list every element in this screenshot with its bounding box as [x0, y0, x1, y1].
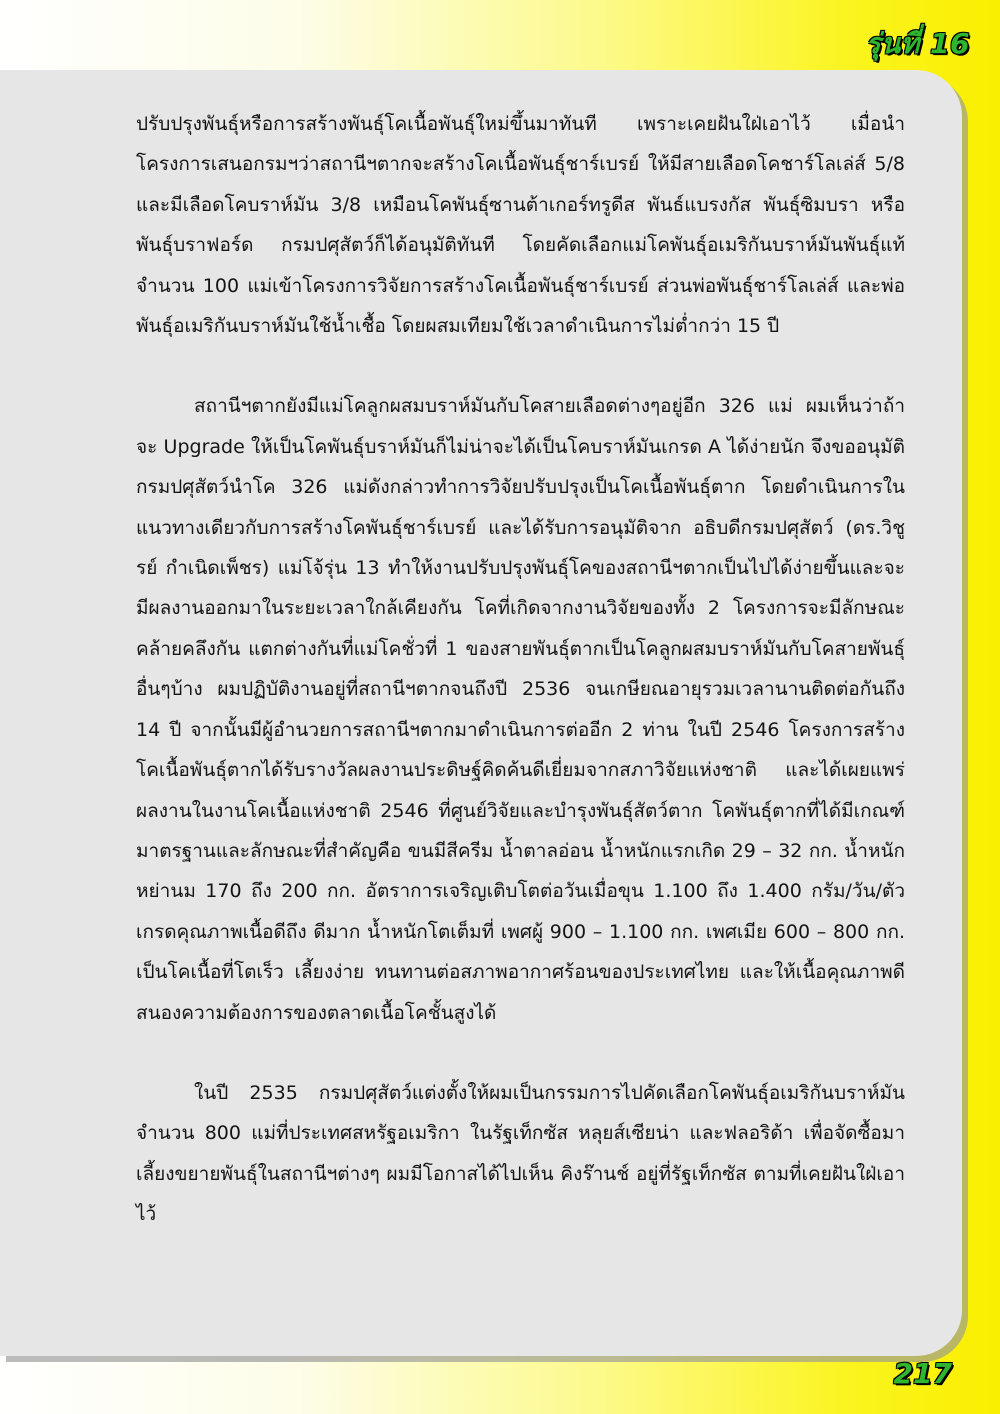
edition-badge: รุ่นที่ 16: [865, 27, 970, 60]
paragraph-spacer: [136, 1033, 905, 1073]
body-text: [136, 104, 905, 1235]
page-number: 217: [893, 1357, 952, 1390]
paragraph-1: ปรับปรุงพันธุ์หรือการสร้างพันธุ์โคเนื้อพันธุ์ใหม่ขึ้นมาทันที เพราะเคยฝันใฝ่เอาไว้ เมื่อนำโครงการเสนอกรมฯว่าสถานีฯตากจะสร้างโคเนื้อพันธุ์ชาร์เบรย์ ให้มีสายเลือดโคชาร์โลเล่ส์ 5/8 และมีเลือดโคบราห์มัน 3/8 เหมือนโคพันธุ์ซานต้าเกอร์ทรูดีส พันธ์แบรงกัส พันธุ์ซิมบรา หรือพันธุ์บราฟอร์ด กรมปศุสัตว์ก็ได้อนุมัติทันที โดยคัดเลือกแม่โคพันธุ์อเมริกันบราห์มันพันธุ์แท้จำนวน 100 แม่เข้าโครงการวิจัยการสร้างโคเนื้อพันธุ์ชาร์เบรย์ ส่วนพ่อพันธุ์ชาร์โลเล่ส์ และพ่อพันธุ์อเมริกันบราห์มันใช้น้ำเชื้อ โดยผสมเทียมใช้เวลาดำเนินการไม่ต่ำกว่า 15 ปี: [136, 113, 905, 338]
paragraph-spacer: [136, 346, 905, 386]
paragraph-2: สถานีฯตากยังมีแม่โคลูกผสมบราห์มันกับโคสายเลือดต่างๆอยู่อีก 326 แม่ ผมเห็นว่าถ้าจะ Upgrade ให้เป็นโคพันธุ์บราห์มันก็ไม่น่าจะได้เป็นโคบราห์มันเกรด A ได้ง่ายนัก จึงขออนุมัติกรมปศุสัตว์นำโค 326 แม่ดังกล่าวทำการวิจัยปรับปรุงเป็นโคเนื้อพันธุ์ตาก โดยดำเนินการในแนวทางเดียวกับการสร้างโคพันธุ์ชาร์เบรย์ และได้รับการอนุมัติจาก อธิบดีกรมปศุสัตว์ (ดร.วิชูรย์ กำเนิดเพ็ชร) แม่โจ้รุ่น 13 ทำให้งานปรับปรุงพันธุ์โคของสถานีฯตากเป็นไปได้ง่ายขึ้นและจะมีผลงานออกมาในระยะเวลาใกล้เคียงกัน โคที่เกิดจากงานวิจัยของทั้ง 2 โครงการจะมีลักษณะคล้ายคลึงกัน แตกต่างกันที่แม่โคชั่วที่ 1 ของสายพันธุ์ตากเป็นโคลูกผสมบราห์มันกับโคสายพันธุ์อื่นๆบ้าง ผมปฏิบัติงานอยู่ที่สถานีฯตากจนถึงปี 2536 จนเกษียณอายุรวมเวลานานติดต่อกันถึง 14 ปี จากนั้นมีผู้อำนวยการสถานีฯตากมาดำเนินการต่ออีก 2 ท่าน ในปี 2546 โครงการสร้างโคเนื้อพันธุ์ตากได้รับรางวัลผลงานประดิษฐ์คิดค้นดีเยี่ยมจากสภาวิจัยแห่งชาติ และได้เผยแพร่ผลงานในงานโคเนื้อแห่งชาติ 2546 ที่ศูนย์วิจัยและบำรุงพันธุ์สัตว์ตาก โคพันธุ์ตากที่ได้มีเกณฑ์มาตรฐานและลักษณะที่สำคัญคือ ขนมีสีครีม น้ำตาลอ่อน น้ำหนักแรกเกิด 29 – 32 กก. น้ำหนักหย่านม 170 ถึง 200 กก. อัตราการเจริญเติบโตต่อวันเมื่อขุน 1.100 ถึง 1.400 กรัม/วัน/ตัว เกรดคุณภาพเนื้อดีถึง ดีมาก น้ำหนักโตเต็มที่ เพศผู้ 900 – 1.100 กก. เพศเมีย 600 – 800 กก. เป็นโคเนื้อที่โตเร็ว เลี้ยงง่าย ทนทานต่อสภาพอากาศร้อนของประเทศไทย และให้เนื้อคุณภาพดี สนองความต้องการของตลาดเนื้อโคชั้นสูงได้: [136, 395, 905, 1024]
paragraph-3: ในปี 2535 กรมปศุสัตว์แต่งตั้งให้ผมเป็นกรรมการไปคัดเลือกโคพันธุ์อเมริกันบราห์มัน จำนวน 800 แม่ที่ประเทศสหรัฐอเมริกา ในรัฐเท็กซัส หลุยส์เซียน่า และฟลอริด้า เพื่อจัดซื้อมาเลี้ยงขยายพันธุ์ในสถานีฯต่างๆ ผมมีโอกาสได้ไปเห็น คิงร๊านช์ อยู่ที่รัฐเท็กซัส ตามที่เคยฝันใฝ่เอาไว้: [136, 1081, 905, 1226]
